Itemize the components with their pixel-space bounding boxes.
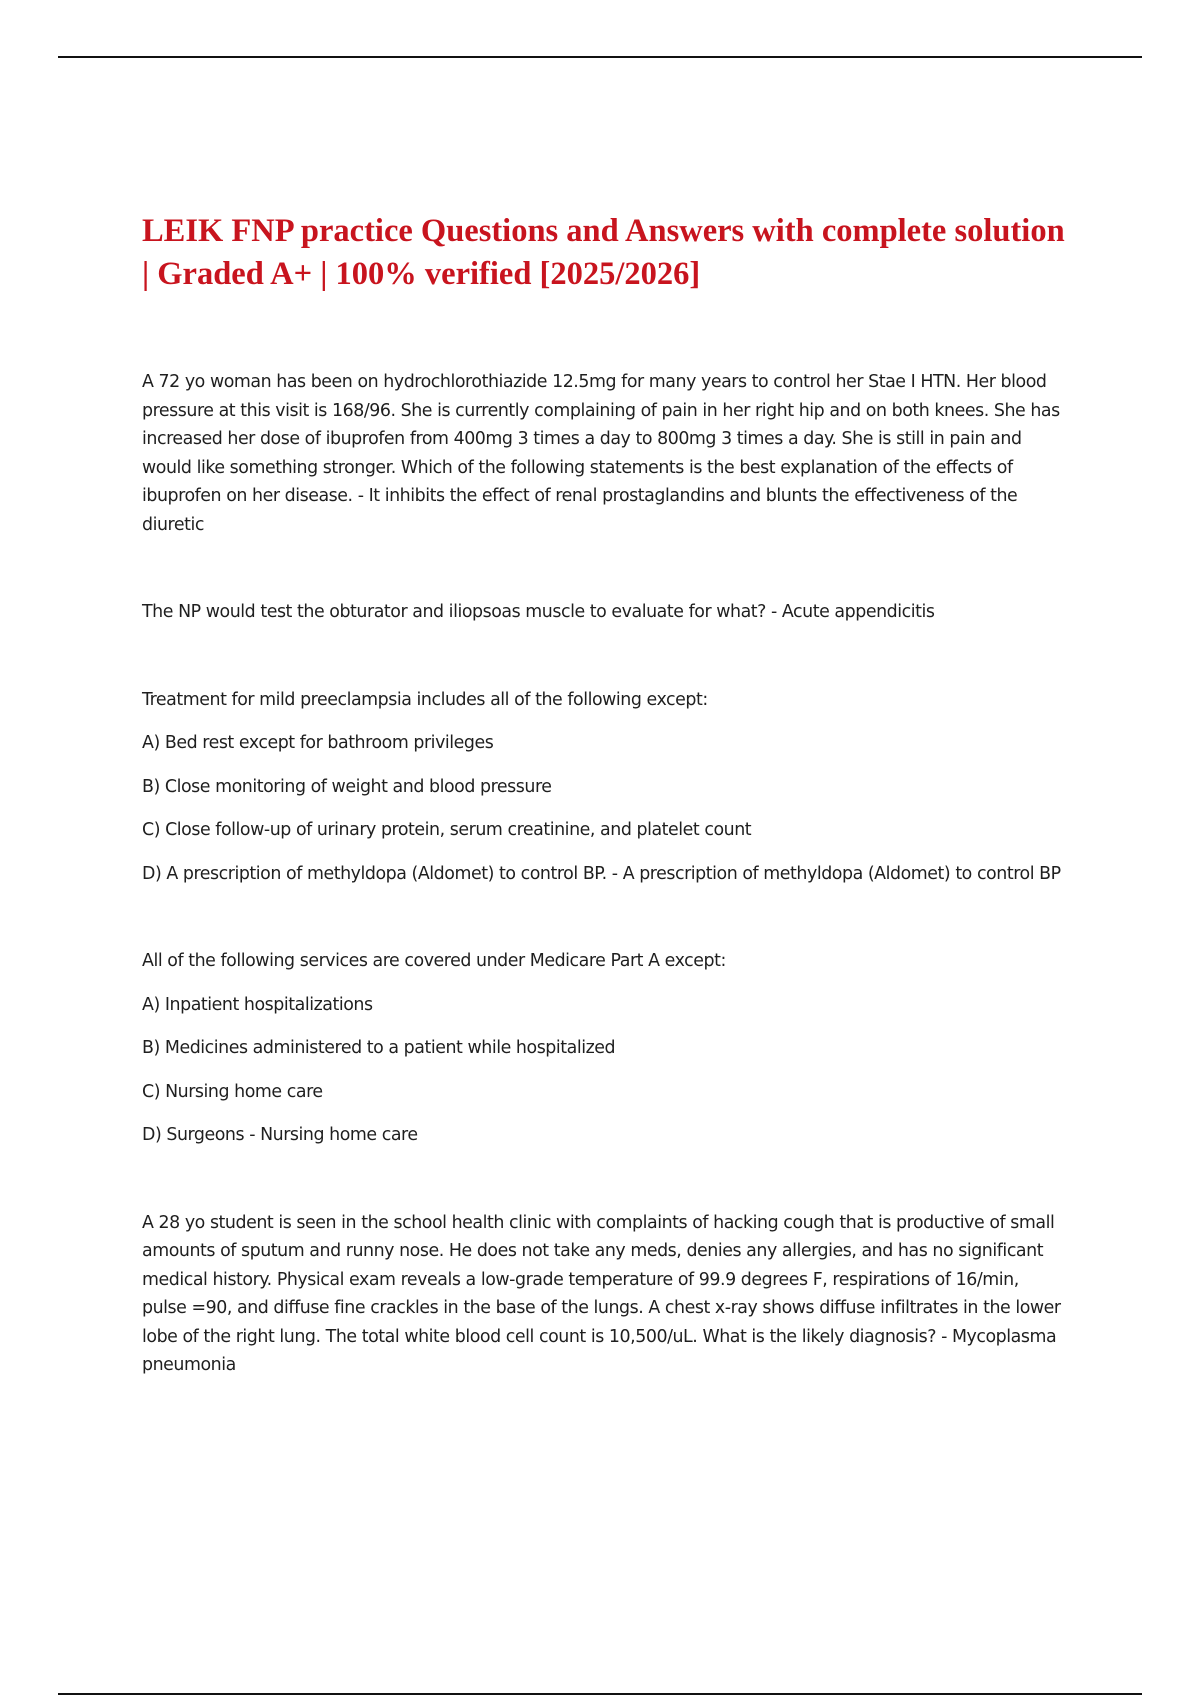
question-3-option-d: D) A prescription of methyldopa (Aldomet) to control BP. - A prescription of methyldopa (Aldomet) to control BP — [142, 863, 1061, 884]
question-3-option-c: C) Close follow-up of urinary protein, serum creatinine, and platelet count — [142, 820, 752, 840]
question-4-stem: All of the following services are covered under Medicare Part A except: — [142, 951, 726, 971]
question-1: A 72 yo woman has been on hydrochlorothiazide 12.5mg for many years to control her Stae I HTN. Her blood pressure at this visit is 168/96. She is currently complaining of pain in her right hip and on both knees. She has increased her dose of ibuprofen from 400mg 3 times a day to 800mg 3 times a day. She is still in pain and would like something stronger. Which of the following statements is the best explanation of the effects of ibuprofen on her disease. - It inhibits the effect of renal prostaglandins and blunts the effectiveness of the diuretic — [142, 372, 1060, 535]
question-3 — [142, 686, 1067, 889]
bottom-rule — [58, 1693, 1142, 1695]
top-rule — [58, 56, 1142, 58]
document-title: LEIK FNP practice Questions and Answers with complete solution | Graded A+ | 100% verified [2025/2026] — [142, 213, 1065, 292]
question-4-option-c: C) Nursing home care — [142, 1081, 323, 1102]
question-5: A 28 yo student is seen in the school health clinic with complaints of hacking cough that is productive of small amounts of sputum and runny nose. He does not take any meds, denies any allergies, and has no significant medical history. Physical exam reveals a low-grade temperature of 99.9 degrees F, respirations of 16/min, pulse =90, and diffuse fine crackles in the base of the lungs. A chest x-ray shows diffuse infiltrates in the lower lobe of the right lung. The total white blood cell count is 10,500/uL. What is the likely diagnosis? - Mycoplasma pneumonia — [142, 1212, 1061, 1375]
question-4-option-b: B) Medicines administered to a patient while hospitalized — [142, 1038, 616, 1058]
question-4-option-a: A) Inpatient hospitalizations — [142, 994, 373, 1015]
question-4-option-d: D) Surgeons - Nursing home care — [142, 1125, 418, 1145]
question-4 — [142, 947, 1067, 1150]
question-2: The NP would test the obturator and iliopsoas muscle to evaluate for what? - Acute appendicitis — [142, 602, 935, 622]
question-3-option-a: A) Bed rest except for bathroom privileges — [142, 733, 494, 753]
question-3-option-b: B) Close monitoring of weight and blood pressure — [142, 776, 552, 797]
question-3-stem: Treatment for mild preeclampsia includes all of the following except: — [142, 689, 708, 710]
document-body — [142, 210, 1067, 1380]
